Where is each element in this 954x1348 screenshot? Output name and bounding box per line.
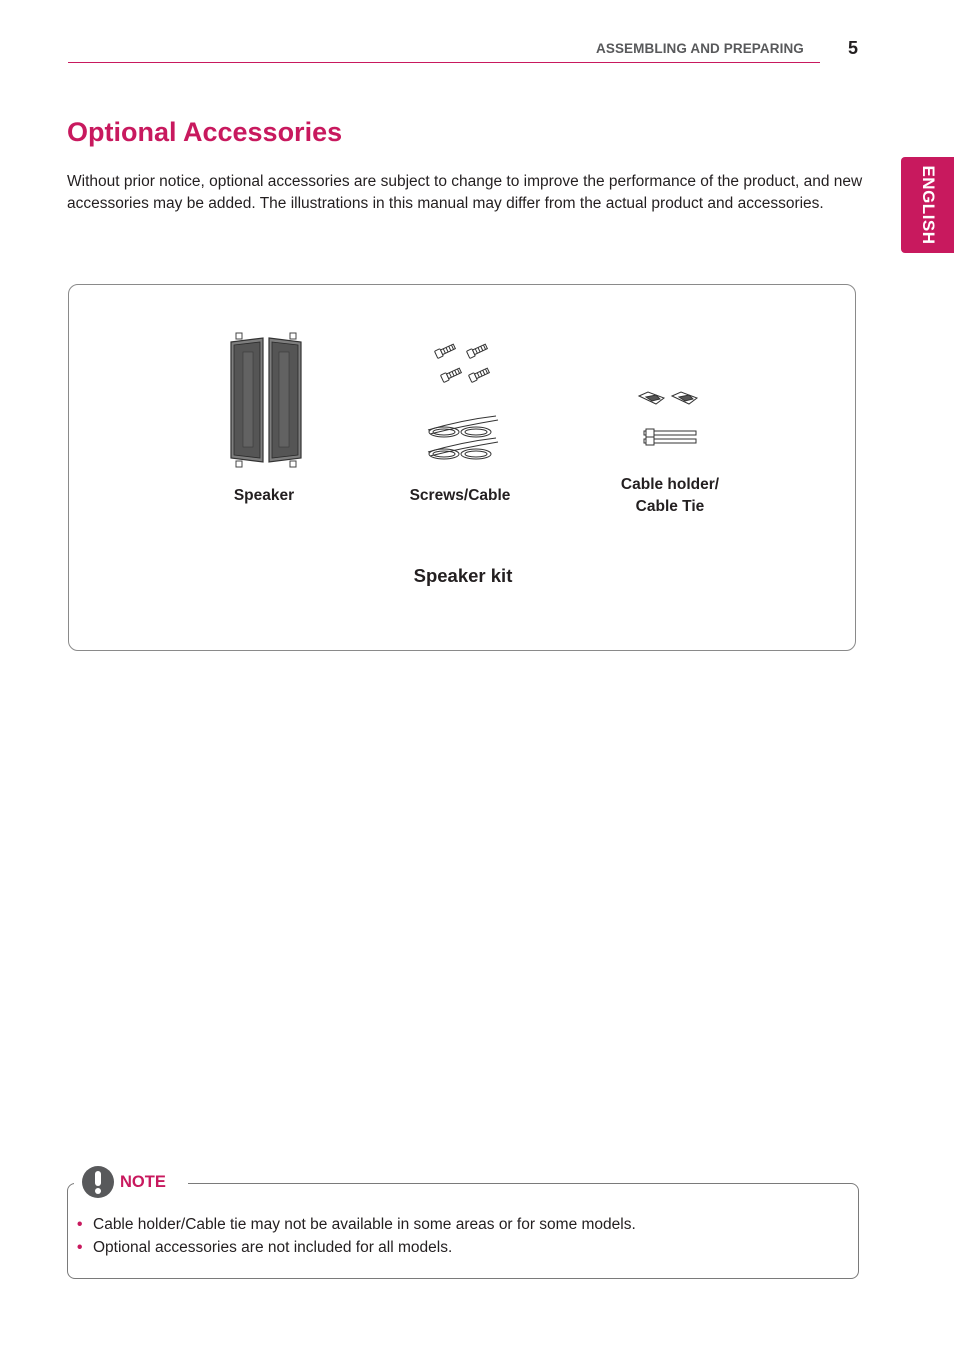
screw-illustration (468, 367, 490, 383)
screws-cable-icon (422, 340, 504, 470)
screw-illustration (466, 343, 488, 359)
note-item-text: Optional accessories are not included for all models. (93, 1239, 453, 1256)
screw-illustration (440, 367, 462, 383)
header-section-title: ASSEMBLING AND PREPARING (596, 41, 804, 56)
item-label-cable-holder-line1: Cable holder/ (620, 476, 720, 493)
speaker-left-illustration (231, 333, 263, 467)
cable-holder-tie-icon (634, 388, 704, 450)
item-label-cable-holder (600, 474, 740, 518)
page-number: 5 (848, 38, 859, 58)
note-list-item (77, 1213, 636, 1236)
cable-tie-illustration (644, 429, 696, 445)
cable-holder-illustration (639, 392, 697, 404)
kit-label: Speaker kit (413, 565, 513, 586)
cable-coil-illustration (428, 416, 498, 459)
exclamation-icon (82, 1166, 114, 1198)
note-header-rule (188, 1183, 848, 1184)
item-label-cable-holder-line2: Cable Tie (635, 498, 705, 515)
item-label-screws-cable: Screws/Cable (409, 487, 511, 504)
bullet-icon: • (77, 1239, 83, 1256)
intro-paragraph: Without prior notice, optional accessories are subject to change to improve the performance of the product, and new accessories may be added. The illustrations in this manual may differ from the actual product and accessories. (67, 173, 863, 212)
language-tab-label: ENGLISH (918, 165, 938, 245)
screw-illustration (434, 343, 456, 359)
language-tab (901, 157, 954, 253)
header-divider (68, 62, 820, 63)
note-list (77, 1213, 636, 1259)
bullet-icon: • (77, 1216, 83, 1233)
note-list-item (77, 1236, 636, 1259)
speaker-icon (226, 330, 306, 470)
note-title: NOTE (120, 1173, 166, 1191)
page-title: Optional Accessories (67, 117, 343, 147)
note-item-text: Cable holder/Cable tie may not be available in some areas or for some models. (93, 1216, 636, 1233)
item-label-speaker: Speaker (233, 487, 295, 504)
speaker-right-illustration (269, 333, 301, 467)
